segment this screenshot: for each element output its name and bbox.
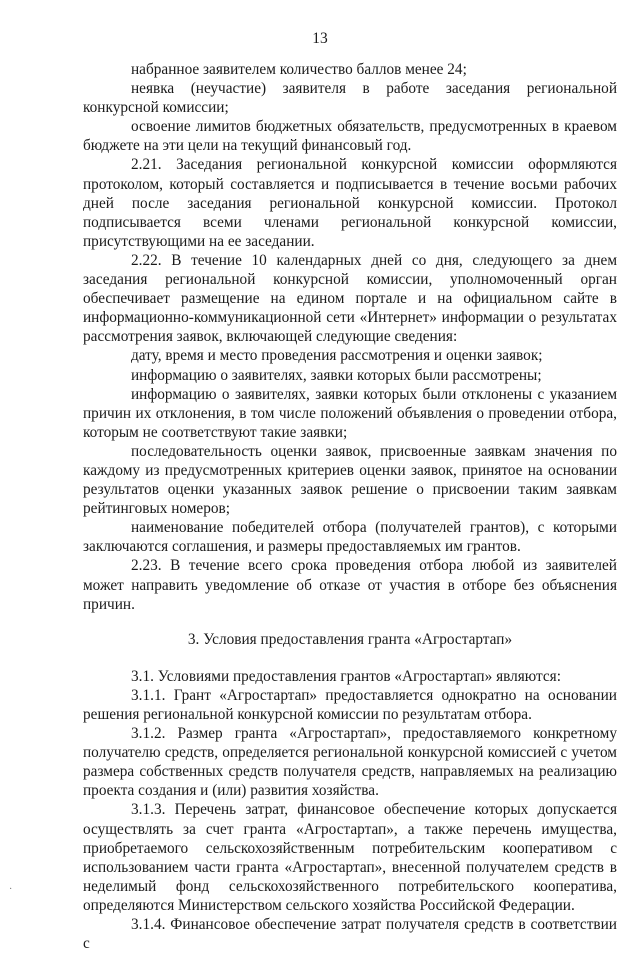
- paragraph: 3.1.2. Размер гранта «Агростартап», предоставляемого конкретному получателю средств, определяется региональной конкурсной комиссией с учетом размера собственных средств получателя средств, направляемых на реализацию проекта создания и (или) развития хозяйства.: [83, 725, 617, 800]
- paragraph: освоение лимитов бюджетных обязательств, предусмотренных в краевом бюджете на эти цели на текущий финансовый год.: [83, 118, 617, 155]
- document-body: [83, 60, 617, 953]
- paragraph: 3.1.4. Финансовое обеспечение затрат получателя средств в соответствии с: [83, 916, 617, 953]
- paragraph: 2.21. Заседания региональной конкурсной комиссии оформляются протоколом, который составляется и подписывается в течение восьми рабочих дней после заседания региональной конкурсной комиссии. Протокол подписывается всеми членами региональной конкурсной комиссии, присутствующими на ее заседании.: [83, 156, 617, 250]
- paragraph: информацию о заявителях, заявки которых были рассмотрены;: [131, 366, 542, 384]
- paragraph: 2.23. В течение всего срока проведения отбора любой из заявителей может направить уведомление об отказе от участия в отборе без объяснения причин.: [83, 557, 617, 613]
- scan-speck: ·: [9, 884, 13, 895]
- paragraph: наименование победителей отбора (получателей грантов), с которыми заключаются соглашения, и размеры предоставляемых им грантов.: [83, 519, 617, 556]
- paragraph: информацию о заявителях, заявки которых были отклонены с указанием причин их отклонения, в том числе положений объявления о проведении отбора, которым не соответствуют такие заявки;: [83, 385, 617, 441]
- paragraph: 3.1.3. Перечень затрат, финансовое обеспечение которых допускается осуществлять за счет гранта «Агростартап», а также перечень имущества, приобретаемого сельскохозяйственным потребительским кооперативом с использованием части гранта «Агростартап», внесенной получателем средств в неделимый фонд сельскохозяйственного потребительского кооператива, определяются Министерством сельского хозяйства Российской Федерации.: [83, 801, 617, 914]
- page-number: 13: [312, 30, 328, 47]
- paragraph: набранное заявителем количество баллов менее 24;: [131, 61, 467, 78]
- section-heading: 3. Условия предоставления гранта «Агростартап»: [187, 630, 513, 648]
- paragraph: 2.22. В течение 10 календарных дней со дня, следующего за днем заседания региональной конкурсной комиссии, уполномоченный орган обеспечивает размещение на едином портале и на официальном сайте в информационно-коммуникационной сети «Интернет» информации о результатах рассмотрения заявок, включающей следующие сведения:: [83, 251, 617, 346]
- paragraph: 3.1.1. Грант «Агростартап» предоставляется однократно на основании решения региональной конкурсной комиссии по результатам отбора.: [83, 686, 617, 723]
- paragraph: последовательность оценки заявок, присвоенные заявкам значения по каждому из предусмотренных критериев оценки заявок, принятое на основании результатов оценки указанных заявок решение о присвоении таким заявкам рейтинговых номеров;: [83, 442, 617, 518]
- paragraph: дату, время и место проведения рассмотрения и оценки заявок;: [131, 347, 543, 365]
- paragraph: 3.1. Условиями предоставления грантов «Агростартап» являются:: [131, 667, 561, 685]
- paragraph: неявка (неучастие) заявителя в работе заседания региональной конкурсной комиссии;: [83, 80, 617, 117]
